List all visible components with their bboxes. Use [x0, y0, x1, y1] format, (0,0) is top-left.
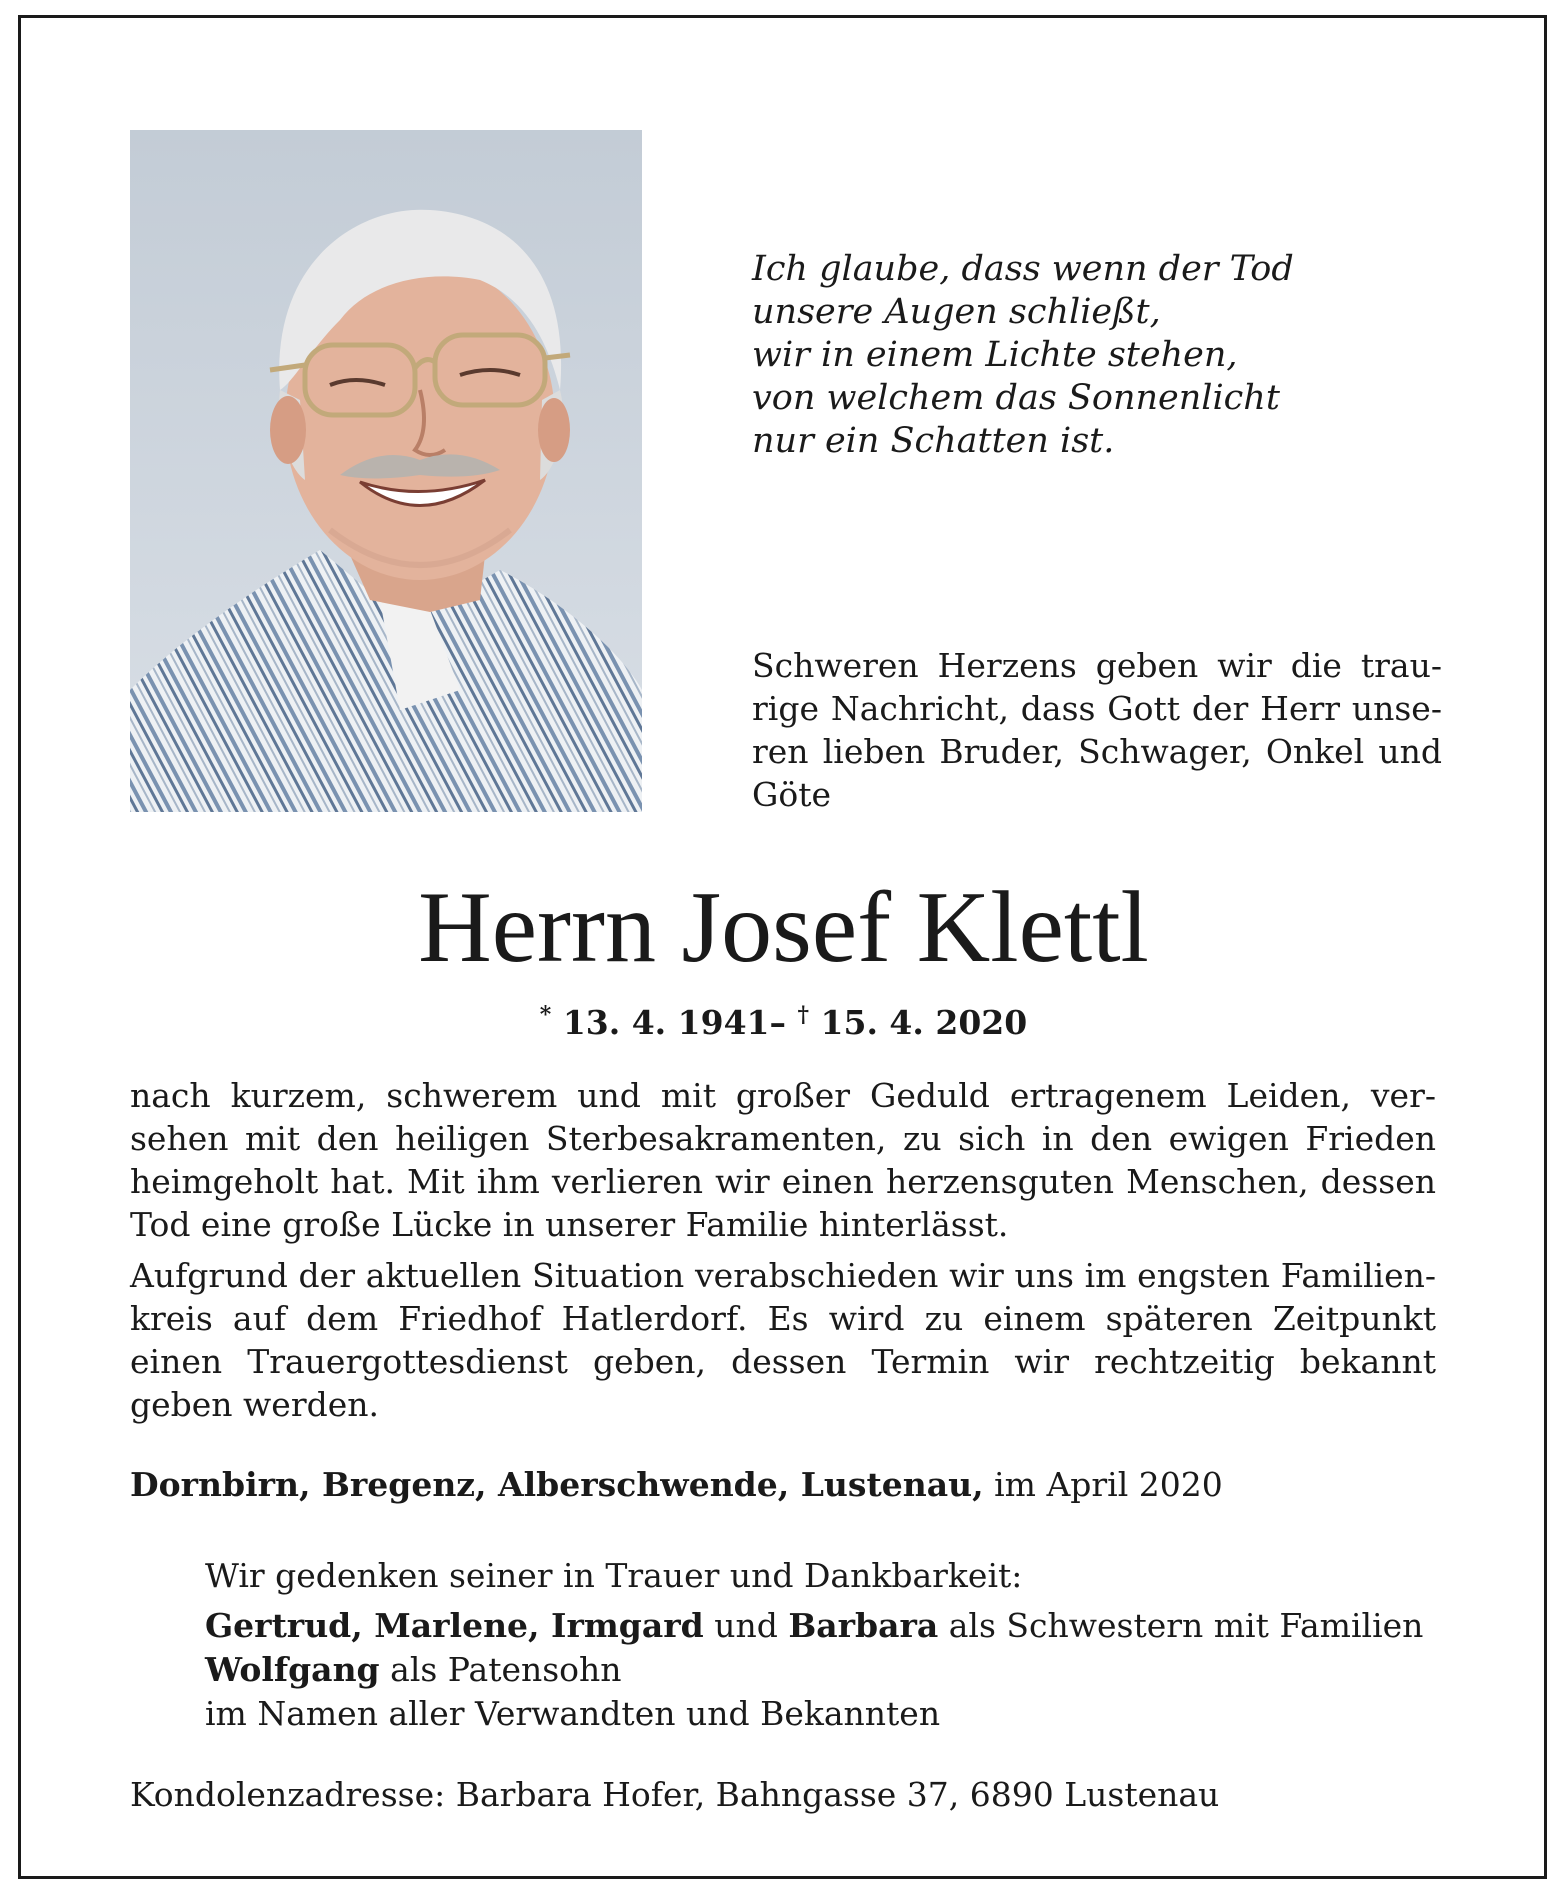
deceased-name: Herrn Josef Klettl — [418, 871, 1149, 984]
memorial-quote — [752, 248, 1472, 463]
notice-body — [130, 1074, 1436, 1426]
intro-line: ren lieben Bruder, Schwager, Onkel und — [752, 732, 1442, 771]
death-symbol: † — [797, 1002, 810, 1028]
date-separator: – — [769, 1003, 786, 1042]
godson-role: als Patensohn — [390, 1650, 622, 1689]
body-line: einen Trauergottesdienst geben, dessen Termin wir rechtzeitig bekannt — [130, 1342, 1436, 1381]
body-line: nach kurzem, schwerem und mit großer Geduld ertragenem Leiden, ver- — [130, 1076, 1436, 1115]
quote-line: unsere Augen schließt, — [752, 292, 1161, 332]
portrait-illustration — [130, 130, 642, 812]
birth-symbol: * — [539, 1002, 552, 1028]
quote-line: von welchem das Sonnenlicht — [752, 378, 1280, 418]
quote-line: wir in einem Lichte stehen, — [752, 335, 1238, 375]
portrait-photo — [130, 130, 642, 812]
condolence-address: Kondolenzadresse: Barbara Hofer, Bahngasse 37, 6890 Lustenau — [130, 1775, 1220, 1814]
godson-name: Wolfgang — [205, 1650, 380, 1689]
mourners-intro: Wir gedenken seiner in Trauer und Dankbarkeit: — [205, 1556, 1023, 1595]
body-line: geben werden. — [130, 1385, 379, 1424]
intro-line: Göte — [752, 775, 832, 814]
mourners-list — [205, 1554, 1465, 1736]
mourners-closing: im Namen aller Verwandten und Bekannten — [205, 1694, 941, 1733]
sister-last-name: Barbara — [788, 1606, 939, 1645]
body-line: sehen mit den heiligen Sterbesakramenten, zu sich in den ewigen Frieden — [130, 1119, 1436, 1158]
sisters-and: und — [714, 1606, 778, 1645]
places: Dornbirn, Bregenz, Alberschwende, Lustenau, — [130, 1465, 984, 1504]
sisters-line — [205, 1604, 1465, 1648]
body-line: kreis auf dem Friedhof Hatlerdorf. Es wird zu einem späteren Zeitpunkt — [130, 1299, 1436, 1338]
announcement-intro — [752, 644, 1442, 816]
sisters-names: Gertrud, Marlene, Irmgard — [205, 1606, 704, 1645]
body-paragraph-2 — [130, 1254, 1436, 1426]
life-dates — [0, 993, 1567, 1045]
body-line: heimgeholt hat. Mit ihm verlieren wir einen herzensguten Menschen, dessen — [130, 1162, 1436, 1201]
quote-line: Ich glaube, dass wenn der Tod — [752, 249, 1294, 289]
godson-line — [205, 1648, 1465, 1692]
sisters-role: als Schwestern mit Familien — [948, 1606, 1424, 1645]
intro-line: rige Nachricht, dass Gott der Herr unse- — [752, 689, 1442, 728]
body-line: Aufgrund der aktuellen Situation verabschieden wir uns im engsten Familien- — [130, 1256, 1436, 1295]
place-and-date — [130, 1463, 1450, 1506]
birth-date: 13. 4. 1941 — [562, 1003, 770, 1042]
quote-line: nur ein Schatten ist. — [752, 421, 1115, 461]
notice-date: im April 2020 — [994, 1465, 1223, 1504]
body-line: Tod eine große Lücke in unserer Familie hinterlässt. — [130, 1205, 1009, 1244]
death-date: 15. 4. 2020 — [820, 1003, 1028, 1042]
body-paragraph-1 — [130, 1074, 1436, 1246]
intro-line: Schweren Herzens geben wir die trau- — [752, 646, 1442, 685]
